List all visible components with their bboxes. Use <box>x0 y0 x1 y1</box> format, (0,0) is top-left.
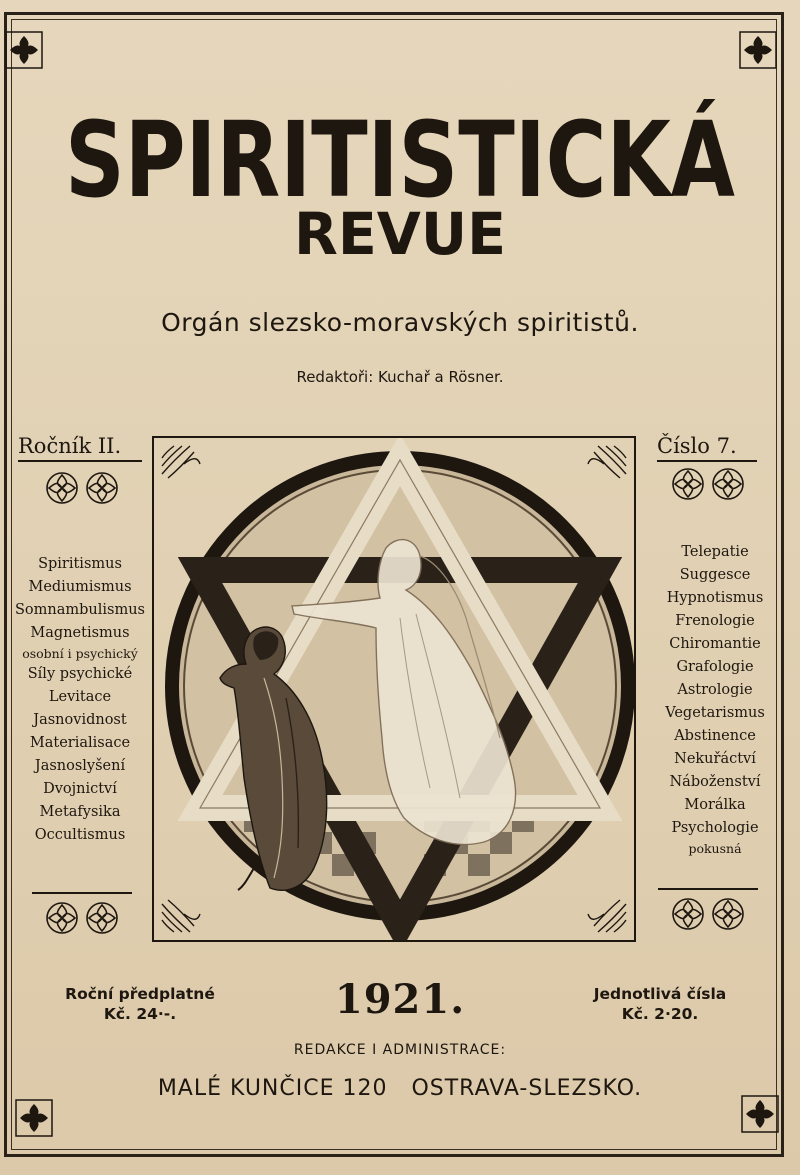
single-issue-amount: Kč. 2·20. <box>621 1005 699 1023</box>
topics-left-list <box>10 553 150 847</box>
editors-line: Redaktoři: Kuchař a Rösner. <box>296 368 504 386</box>
topic-item: Telepatie <box>681 544 749 560</box>
corner-ornament-icon <box>738 30 778 70</box>
rosette-ornament-icon <box>42 470 122 506</box>
topic-item: Psychologie <box>671 820 759 836</box>
masthead-subtitle-text: REVUE <box>294 200 506 268</box>
issue-number: Číslo 7. <box>657 434 757 462</box>
topic-item: Frenologie <box>675 613 755 629</box>
topic-item: Suggesce <box>679 567 751 583</box>
corner-ornament-icon <box>4 30 44 70</box>
annual-subscription <box>40 984 240 1024</box>
organ-line: Orgán slezsko-moravských spiritistů. <box>161 308 639 337</box>
annual-subscription-label: Roční předplatné <box>65 985 215 1003</box>
topic-item: Grafologie <box>676 659 754 675</box>
topic-item: Náboženství <box>669 774 761 790</box>
topic-item: osobní i psychický <box>22 646 138 661</box>
topic-item: Levitace <box>48 689 112 705</box>
cover-illustration <box>152 436 636 942</box>
topic-item: Metafysika <box>39 804 121 820</box>
administration-label: REDAKCE I ADMINISTRACE: <box>293 1042 507 1058</box>
topic-item: Mediumismus <box>28 579 132 595</box>
topic-item: Dvojnictví <box>43 781 117 797</box>
address-line: MALÉ KUNČICE 120 OSTRAVA-SLEZSKO. <box>157 1076 643 1101</box>
single-issue-label: Jednotlivá čísla <box>593 985 727 1003</box>
topic-item: Materialisace <box>29 735 131 751</box>
masthead-title-text: SPIRITISTICKÁ <box>65 99 735 221</box>
topic-item: pokusná <box>688 841 742 856</box>
masthead-subtitle <box>240 188 560 268</box>
topic-item: Astrologie <box>677 682 753 698</box>
topic-item: Vegetarismus <box>665 705 765 721</box>
rosette-ornament-icon <box>668 466 748 502</box>
divider <box>32 892 132 894</box>
topic-item: Occultismus <box>34 827 126 843</box>
divider <box>658 888 758 890</box>
topic-item: Hypnotismus <box>666 590 764 606</box>
topic-item: Magnetismus <box>30 625 130 641</box>
topic-item: Jasnoslyšení <box>34 758 126 774</box>
topics-right-list <box>645 541 785 858</box>
volume-label: Ročník II. <box>18 434 142 462</box>
topic-item: Morálka <box>684 797 746 813</box>
rosette-ornament-icon <box>42 900 122 936</box>
single-issue-price <box>570 984 750 1024</box>
issue-year: 1921. <box>334 976 466 1023</box>
rosette-ornament-icon <box>668 896 748 932</box>
topic-item: Abstinence <box>674 728 756 744</box>
corner-ornament-icon <box>14 1098 54 1138</box>
topic-item: Spiritismus <box>38 556 122 572</box>
topic-item: Síly psychické <box>27 666 133 682</box>
annual-subscription-price: Kč. 24·-. <box>103 1005 177 1023</box>
topic-item: Nekuřáctví <box>674 751 756 767</box>
topic-item: Jasnovidnost <box>33 712 127 728</box>
topic-item: Somnambulismus <box>14 602 145 618</box>
topic-item: Chiromantie <box>669 636 761 652</box>
